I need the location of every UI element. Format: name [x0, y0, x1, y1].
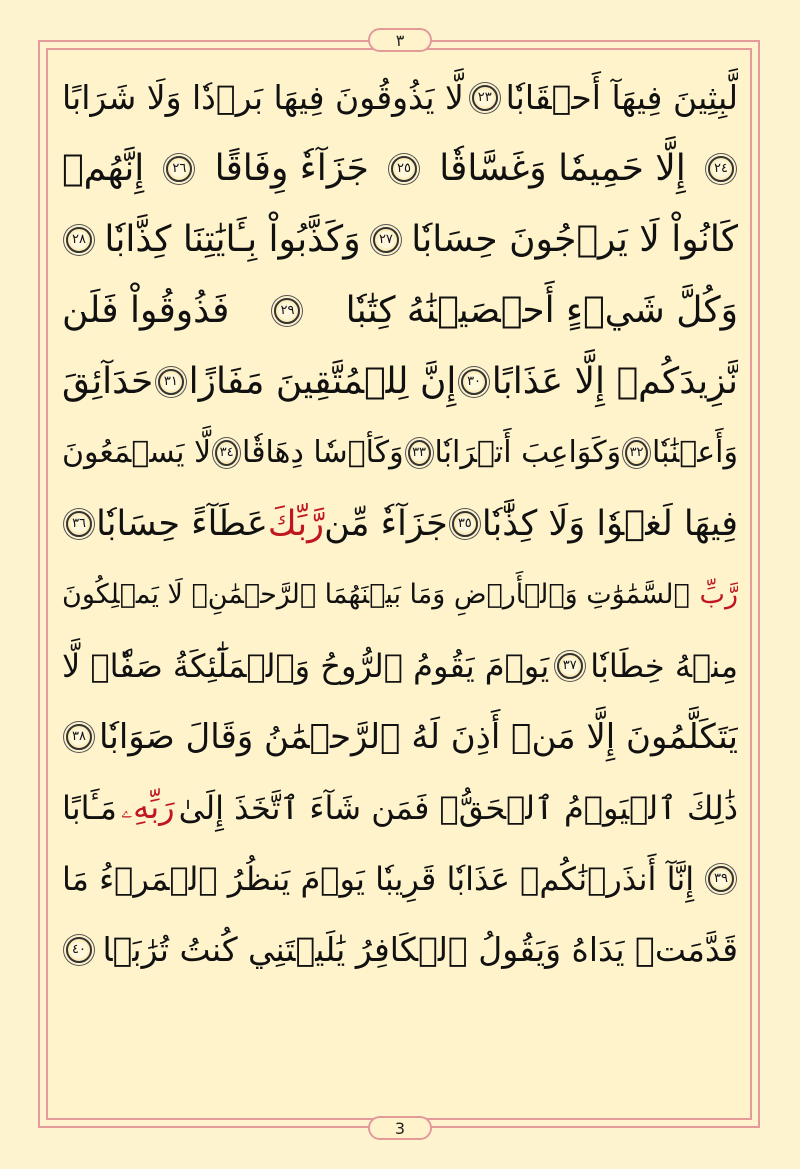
verse-text: وَكُلَّ شَيۡءٍ أَحۡصَيۡنَٰهُ كِتَٰبٗا — [345, 290, 738, 331]
ayah-number-marker: ٣٦ — [66, 511, 92, 537]
verse-text: عَطَآءً حِسَابٗا — [96, 503, 268, 544]
page-number-top: ٣ — [368, 28, 432, 52]
text-line — [62, 62, 738, 133]
divine-name-word: رَّبِّ — [699, 579, 738, 610]
ayah-number-marker: ٢٣ — [472, 85, 498, 111]
ayah-number-marker: ٤٠ — [66, 937, 92, 963]
verse-text: لَّبِثِينَ فِيهَآ أَحۡقَابٗا — [505, 78, 738, 117]
verse-text: وَكَذَّبُواْ بِـَٔايَٰتِنَا كِذَّابٗا — [104, 219, 361, 260]
text-line — [62, 701, 738, 772]
ayah-number-marker: ٢٥ — [391, 156, 417, 182]
ayah-number-marker: ٣٩ — [708, 866, 734, 892]
verse-text: ذَٰلِكَ ٱلۡيَوۡمُ ٱلۡحَقُّۖ فَمَن شَآءَ ٱتَّخَذَ إِلَىٰ — [178, 788, 738, 827]
quran-text-block — [62, 62, 738, 985]
verse-text: يَوۡمَ يَقُومُ ٱلرُّوحُ وَٱلۡمَلَٰٓئِكَةُ صَفّٗاۖ لَّا — [62, 646, 550, 685]
verse-text: فَذُوقُواْ فَلَن — [62, 290, 230, 331]
verse-text: يَتَكَلَّمُونَ إِلَّا مَنۡ أَذِنَ لَهُ ٱلرَّحۡمَٰنُ وَقَالَ صَوَابٗا — [99, 716, 738, 757]
text-line — [62, 559, 738, 630]
text-line — [62, 133, 738, 204]
ayah-number-marker: ٣٧ — [557, 653, 583, 679]
text-line — [62, 346, 738, 417]
ayah-number-marker: ٣٥ — [452, 511, 478, 537]
divine-name-word: رَبِّهِۦ — [120, 788, 175, 826]
page-number-bottom: 3 — [368, 1116, 432, 1140]
verse-text: جَزَآءٗ وِفَاقًا — [214, 148, 369, 189]
verse-text: لَّا يَذُوقُونَ فِيهَا بَرۡدٗا وَلَا شَرَابًا — [62, 78, 464, 117]
verse-text: مِنۡهُ خِطَابٗا — [590, 646, 738, 685]
ayah-number-marker: ٢٦ — [166, 156, 192, 182]
verse-text: إِلَّا حَمِيمٗا وَغَسَّاقٗا — [439, 148, 686, 189]
verse-text: لَّا يَسۡمَعُونَ — [62, 435, 212, 470]
text-line — [62, 204, 738, 275]
verse-text: فِيهَا لَغۡوٗا وَلَا كِذَّٰبٗا — [481, 503, 738, 544]
ayah-number-marker: ٢٤ — [708, 156, 734, 182]
verse-text: قَدَّمَتۡ يَدَاهُ وَيَقُولُ ٱلۡكَافِرُ يَٰلَيۡتَنِي كُنتُ تُرَٰبَۢا — [102, 930, 738, 969]
verse-text: إِنَّآ أَنذَرۡنَٰكُمۡ عَذَابٗا قَرِيبٗا يَوۡمَ يَنظُرُ ٱلۡمَرۡءُ مَا — [62, 859, 695, 898]
verse-text: إِنَّهُمۡ — [62, 148, 145, 189]
verse-text: كَانُواْ لَا يَرۡجُونَ حِسَابٗا — [411, 219, 738, 260]
verse-text: ٱلسَّمَٰوَٰتِ وَٱلۡأَرۡضِ وَمَا بَيۡنَهُمَا ٱلرَّحۡمَٰنِۖ لَا يَمۡلِكُونَ — [62, 579, 690, 610]
ayah-number-marker: ٣٤ — [215, 440, 238, 466]
verse-text: وَكَأۡسٗا دِهَاقٗا — [242, 435, 404, 470]
text-line — [62, 772, 738, 843]
ayah-number-marker: ٣١ — [158, 369, 184, 395]
ayah-number-marker: ٣٢ — [625, 440, 648, 466]
divine-name-word: رَّبِّكَ — [267, 503, 325, 544]
text-line — [62, 417, 738, 488]
verse-text: وَكَوَاعِبَ أَتۡرَابٗا — [434, 435, 622, 470]
text-line — [62, 843, 738, 914]
verse-text: حَدَآئِقَ — [62, 361, 154, 402]
verse-text: مَـَٔابًا — [62, 788, 117, 827]
verse-text: نَّزِيدَكُمۡ إِلَّا عَذَابًا — [491, 361, 738, 402]
verse-text: وَأَعۡنَٰبٗا — [652, 435, 738, 470]
ayah-number-marker: ٣٠ — [461, 369, 487, 395]
text-line — [62, 275, 738, 346]
verse-text: إِنَّ لِلۡمُتَّقِينَ مَفَازًا — [188, 361, 457, 402]
ayah-number-marker: ٣٣ — [408, 440, 431, 466]
ayah-number-marker: ٢٩ — [274, 298, 300, 324]
text-line — [62, 914, 738, 985]
ayah-number-marker: ٢٧ — [373, 227, 399, 253]
verse-text: جَزَآءٗ مِّن — [324, 503, 448, 544]
ayah-number-marker: ٢٨ — [66, 227, 92, 253]
ayah-number-marker: ٣٨ — [66, 724, 92, 750]
text-line — [62, 488, 738, 559]
text-line — [62, 630, 738, 701]
